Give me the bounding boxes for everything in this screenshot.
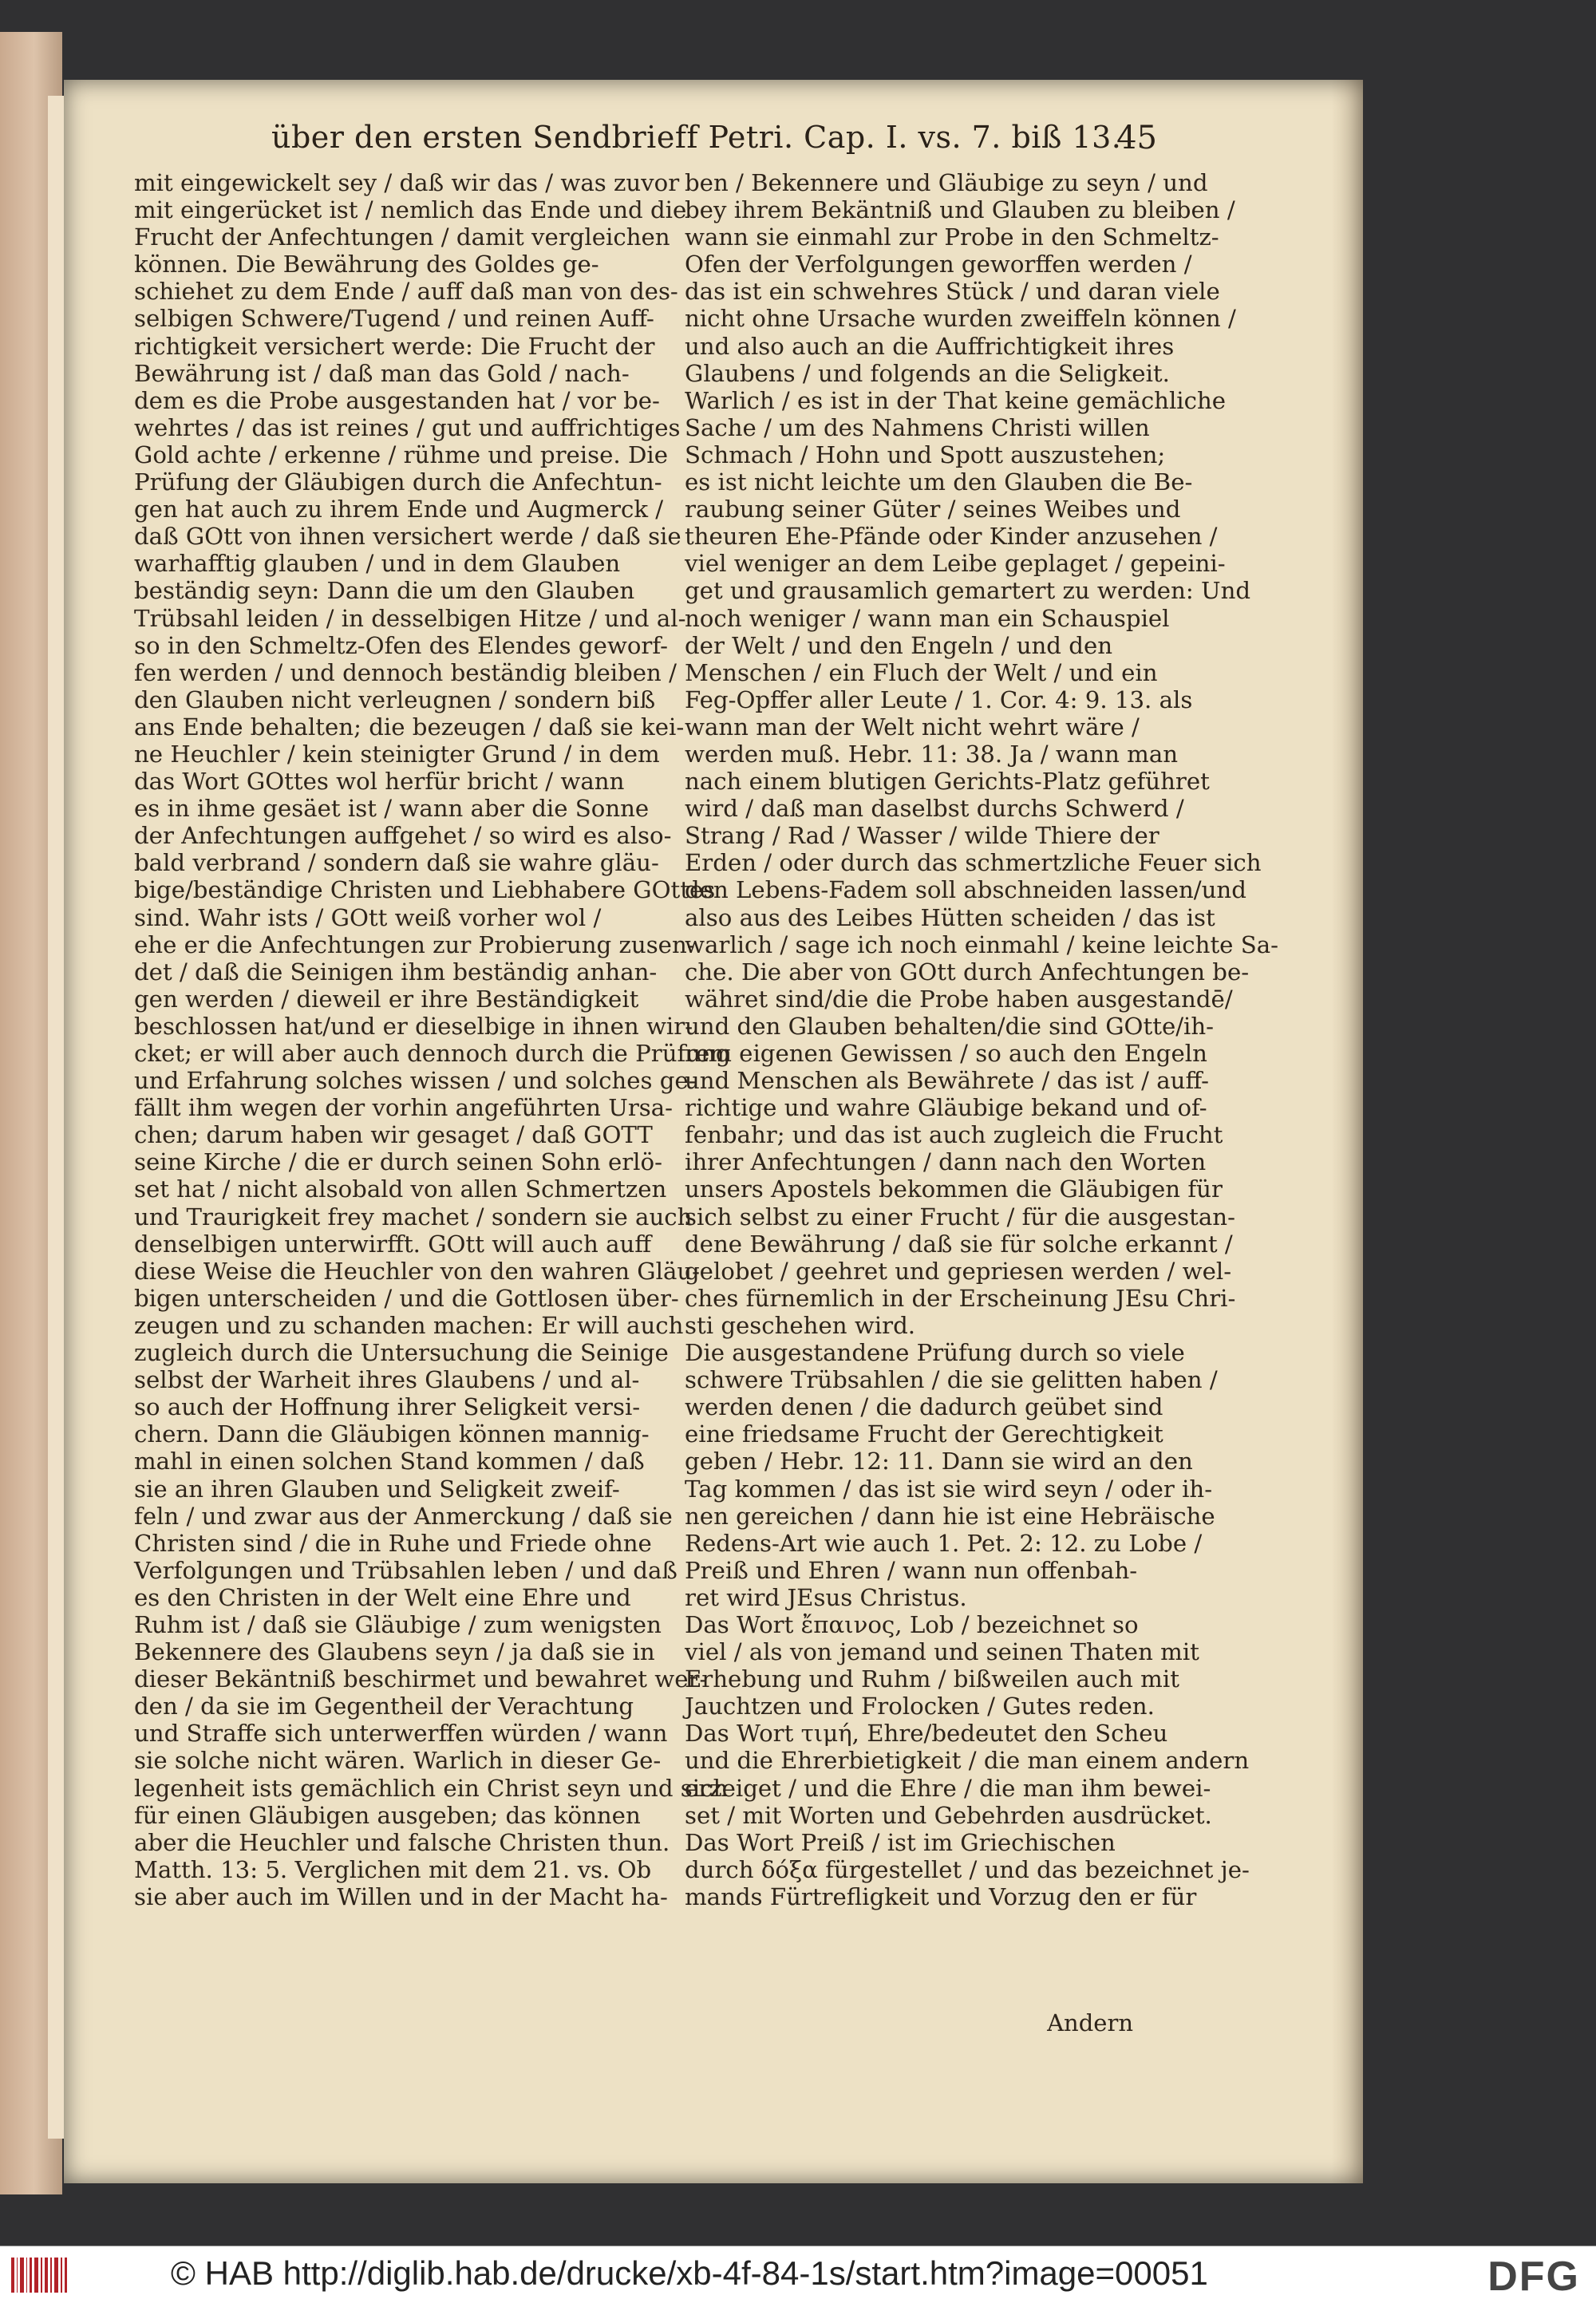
text-line: Warlich / es ist in der That keine gemächliche — [685, 386, 1227, 414]
source-link[interactable]: © HAB http://diglib.hab.de/drucke/xb-4f-84-1s/start.htm?image=00051 — [171, 2254, 1208, 2292]
text-line: es den Christen in der Welt eine Ehre und — [134, 1583, 631, 1611]
text-line: eine friedsame Frucht der Gerechtigkeit — [685, 1420, 1163, 1448]
text-line: ches fürnemlich in der Erscheinung JEsu Chri- — [685, 1284, 1236, 1312]
text-line: schiehet zu dem Ende / auff daß man von des- — [134, 278, 678, 306]
running-title: über den ersten Sendbrieff Petri. Cap. I. vs. 7. biß 13. — [271, 120, 1122, 155]
text-line: Feg-Opffer aller Leute / 1. Cor. 4: 9. 13. als — [685, 685, 1193, 713]
text-line: ehe er die Anfechtungen zur Probierung zusen- — [134, 930, 695, 958]
text-line: selbst der Warheit ihres Glaubens / und al- — [134, 1366, 640, 1394]
text-line: schwere Trübsahlen / die sie gelitten haben / — [685, 1366, 1218, 1394]
text-line: Preiß und Ehren / wann nun offenbah- — [685, 1556, 1138, 1584]
text-line: det / daß die Seinigen ihm beständig anhan- — [134, 958, 658, 986]
text-line: und Erfahrung solches wissen / und solches ge- — [134, 1067, 697, 1095]
text-line: mands Fürtrefligkeit und Vorzug den er für — [685, 1882, 1197, 1910]
text-line: so in den Schmeltz-Ofen des Elendes geworf- — [134, 631, 668, 659]
text-line: nicht ohne Ursache wurden zweiffeln können / — [685, 305, 1236, 333]
text-line: der Welt / und den Engeln / und den — [685, 631, 1113, 659]
text-line: werden muß. Hebr. 11: 38. Ja / wann man — [685, 740, 1179, 768]
text-column-right — [685, 169, 1278, 1910]
text-line: es ist nicht leichte um den Glauben die Be- — [685, 468, 1193, 496]
text-line: Erhebung und Ruhm / bißweilen auch mit — [685, 1665, 1179, 1693]
text-line: che. Die aber von GOtt durch Anfechtungen be- — [685, 958, 1250, 986]
text-line: dene Bewährung / daß sie für solche erkannt / — [685, 1230, 1233, 1258]
text-line: Verfolgungen und Trübsahlen leben / und daß — [134, 1556, 678, 1584]
text-line: werden denen / die dadurch geübet sind — [685, 1393, 1163, 1421]
text-line: währet sind/die die Probe haben ausgestandē/ — [685, 985, 1233, 1013]
text-line: Trübsahl leiden / in desselbigen Hitze / und al- — [134, 604, 686, 632]
barcode-icon — [11, 2258, 67, 2293]
text-line: ihrer Anfechtungen / dann nach den Worten — [685, 1148, 1207, 1176]
text-line: beschlossen hat/und er dieselbige in ihnen wir- — [134, 1012, 693, 1040]
text-line: nen gereichen / dann hie ist eine Hebräische — [685, 1502, 1215, 1530]
text-line: mit eingewickelt sey / daß wir das / was zuvor — [134, 169, 680, 196]
text-line: set / mit Worten und Gebehrden ausdrücket. — [685, 1801, 1212, 1829]
text-line: selbigen Schwere/Tugend / und reinen Auff- — [134, 305, 654, 333]
text-line: diese Weise die Heuchler von den wahren Gläu- — [134, 1257, 701, 1285]
text-line: es in ihme gesäet ist / wann aber die Sonne — [134, 795, 650, 823]
footer-bar — [0, 2246, 1596, 2303]
text-line: Redens-Art wie auch 1. Pet. 2: 12. zu Lobe / — [685, 1529, 1203, 1557]
text-line: nach einem blutigen Gerichts-Platz geführet — [685, 768, 1210, 796]
text-line: seine Kirche / die er durch seinen Sohn erlö- — [134, 1148, 662, 1176]
text-line: ben / Bekennere und Gläubige zu seyn / und — [685, 169, 1208, 196]
dfg-logo: DFG — [1487, 2254, 1580, 2300]
text-line: gen hat auch zu ihrem Ende und Augmerck / — [134, 496, 664, 523]
text-line: aber die Heuchler und falsche Christen thun. — [134, 1828, 670, 1856]
text-line: das Wort GOttes wol herfür bricht / wann — [134, 768, 625, 796]
text-line: raubung seiner Güter / seines Weibes und — [685, 496, 1181, 523]
text-line: Jauchtzen und Frolocken / Gutes reden. — [685, 1693, 1155, 1720]
text-line: erzeiget / und die Ehre / die man ihm bewei- — [685, 1774, 1211, 1802]
text-line: set hat / nicht alsobald von allen Schmertzen — [134, 1175, 667, 1203]
text-line: wann man der Welt nicht wehrt wäre / — [685, 713, 1140, 741]
text-line: sie aber auch im Willen und in der Macht ha- — [134, 1882, 668, 1910]
text-line: und Straffe sich unterwerffen würden / wann — [134, 1720, 668, 1748]
text-line: sich selbst zu einer Frucht / für die ausgestan- — [685, 1203, 1235, 1231]
text-line: sind. Wahr ists / GOtt weiß vorher wol / — [134, 903, 602, 931]
text-line: mit eingerücket ist / nemlich das Ende und die — [134, 196, 687, 224]
text-line: legenheit ists gemächlich ein Christ seyn und sich — [134, 1774, 729, 1802]
text-line: Ofen der Verfolgungen geworffen werden / — [685, 251, 1192, 278]
text-line: chern. Dann die Gläubigen können mannig- — [134, 1420, 650, 1448]
text-line: geben / Hebr. 12: 11. Dann sie wird an den — [685, 1448, 1193, 1475]
text-line: und die Ehrerbietigkeit / die man einem andern — [685, 1747, 1250, 1775]
text-line: daß GOtt von ihnen versichert werde / daß sie — [134, 523, 681, 551]
text-line: Das Wort τιμή, Ehre/bedeutet den Scheu — [685, 1720, 1168, 1748]
text-line: den Lebens-Fadem soll abschneiden lassen/und — [685, 876, 1246, 904]
text-line: sie an ihren Glauben und Seligkeit zweif- — [134, 1475, 620, 1503]
text-line: zugleich durch die Untersuchung die Seinige — [134, 1339, 669, 1367]
text-line: Tag kommen / das ist sie wird seyn / oder ih- — [685, 1475, 1213, 1503]
text-line: der Anfechtungen auffgehet / so wird es also- — [134, 822, 672, 850]
text-line: und den Glauben behalten/die sind GOtte/ih- — [685, 1012, 1215, 1040]
text-line: für einen Gläubigen ausgeben; das können — [134, 1801, 641, 1829]
text-line: gen werden / dieweil er ihre Beständigkeit — [134, 985, 639, 1013]
text-line: theuren Ehe-Pfände oder Kinder anzusehen / — [685, 523, 1218, 551]
previous-page-margin — [48, 96, 65, 2139]
text-line: Matth. 13: 5. Verglichen mit dem 21. vs. Ob — [134, 1855, 652, 1883]
text-line: Frucht der Anfechtungen / damit vergleichen — [134, 223, 670, 251]
text-line: warhafftig glauben / und in dem Glauben — [134, 550, 621, 578]
text-line: wehrtes / das ist reines / gut und auffrichtiges — [134, 413, 681, 441]
text-line: können. Die Bewährung des Goldes ge- — [134, 251, 599, 278]
text-column-left — [134, 169, 731, 1910]
text-line: Sache / um des Nahmens Christi willen — [685, 413, 1150, 441]
text-line: Bekennere des Glaubens seyn / ja daß sie in — [134, 1638, 655, 1666]
text-line: durch δόξα fürgestellet / und das bezeichnet je- — [685, 1855, 1250, 1883]
text-line: mahl in einen solchen Stand kommen / daß — [134, 1448, 645, 1475]
text-line: bey ihrem Bekäntniß und Glauben zu bleiben / — [685, 196, 1235, 224]
text-line: denselbigen unterwirfft. GOtt will auch auff — [134, 1230, 652, 1258]
text-line: fenbahr; und das ist auch zugleich die Frucht — [685, 1121, 1223, 1149]
text-line: cket; er will aber auch dennoch durch die Prüfung — [134, 1040, 731, 1067]
text-line: Ruhm ist / daß sie Gläubige / zum wenigsten — [134, 1610, 662, 1638]
text-line: Schmach / Hohn und Spott auszustehen; — [685, 440, 1166, 468]
text-line: Menschen / ein Fluch der Welt / und ein — [685, 658, 1158, 686]
text-line: viel weniger an dem Leibe geplaget / gepeini- — [685, 550, 1226, 578]
text-line: ne Heuchler / kein steinigter Grund / in dem — [134, 740, 660, 768]
text-line: und Menschen als Bewährete / das ist / auff- — [685, 1067, 1210, 1095]
text-line: und also auch an die Auffrichtigkeit ihres — [685, 332, 1175, 360]
catchword: Andern — [1047, 2009, 1133, 2036]
text-line: ans Ende behalten; die bezeugen / daß sie kei- — [134, 713, 685, 741]
text-line: wann sie einmahl zur Probe in den Schmeltz- — [685, 223, 1219, 251]
text-line: beständig seyn: Dann die um den Glauben — [134, 577, 635, 605]
text-line: chen; darum haben wir gesaget / daß GOTT — [134, 1121, 653, 1149]
text-line: sie solche nicht wären. Warlich in dieser Ge- — [134, 1747, 662, 1775]
text-line: fällt ihm wegen der vorhin angeführten Ursa- — [134, 1094, 674, 1122]
text-line: noch weniger / wann man ein Schauspiel — [685, 604, 1170, 632]
text-line: Christen sind / die in Ruhe und Friede ohne — [134, 1529, 652, 1557]
text-line: Gold achte / erkenne / rühme und preise. Die — [134, 440, 668, 468]
text-line: zeugen und zu schanden machen: Er will auch — [134, 1311, 684, 1339]
text-line: das ist ein schwehres Stück / und daran viele — [685, 278, 1220, 306]
text-line: und Traurigkeit frey machet / sondern sie auch — [134, 1203, 693, 1231]
text-line: sti geschehen wird. — [685, 1311, 916, 1339]
text-line: rem eigenen Gewissen / so auch den Engeln — [685, 1040, 1207, 1067]
text-line: bald verbrand / sondern daß sie wahre gläu- — [134, 849, 659, 877]
text-line: bige/beständige Christen und Liebhabere GOttes — [134, 876, 716, 904]
text-line: fen werden / und dennoch beständig bleiben / — [134, 658, 677, 686]
text-line: gelobet / geehret und gepriesen werden / wel- — [685, 1257, 1232, 1285]
page-number: 45 — [1116, 120, 1157, 156]
text-line: Das Wort Preiß / ist im Griechischen — [685, 1828, 1116, 1856]
text-line: dem es die Probe ausgestanden hat / vor be- — [134, 386, 660, 414]
text-line: unsers Apostels bekommen die Gläubigen für — [685, 1175, 1223, 1203]
text-line: Die ausgestandene Prüfung durch so viele — [685, 1339, 1185, 1367]
text-line: dieser Bekäntniß beschirmet und bewahret wer- — [134, 1665, 708, 1693]
text-line: richtigkeit versichert werde: Die Frucht der — [134, 332, 655, 360]
text-line: den Glauben nicht verleugnen / sondern biß — [134, 685, 656, 713]
text-line: bigen unterscheiden / und die Gottlosen über- — [134, 1284, 679, 1312]
text-line: Strang / Rad / Wasser / wilde Thiere der — [685, 822, 1159, 850]
text-line: feln / und zwar aus der Anmerckung / daß sie — [134, 1502, 673, 1530]
text-line: ret wird JEsus Christus. — [685, 1583, 967, 1611]
text-line: richtige und wahre Gläubige bekand und of- — [685, 1094, 1207, 1122]
text-line: wird / daß man daselbst durchs Schwerd / — [685, 795, 1184, 823]
text-line: Erden / oder durch das schmertzliche Feuer sich — [685, 849, 1262, 877]
text-line: warlich / sage ich noch einmahl / keine leichte Sa- — [685, 930, 1278, 958]
text-line: Das Wort ἔπαινος, Lob / bezeichnet so — [685, 1610, 1139, 1638]
text-line: den / da sie im Gegentheil der Verachtung — [134, 1693, 634, 1720]
text-line: Bewährung ist / daß man das Gold / nach- — [134, 359, 630, 387]
text-line: Glaubens / und folgends an die Seligkeit. — [685, 359, 1170, 387]
text-line: also aus des Leibes Hütten scheiden / das ist — [685, 903, 1215, 931]
text-line: Prüfung der Gläubigen durch die Anfechtun- — [134, 468, 662, 496]
text-line: get und grausamlich gemartert zu werden: Und — [685, 577, 1251, 605]
text-line: so auch der Hoffnung ihrer Seligkeit versi- — [134, 1393, 641, 1421]
text-line: viel / als von jemand und seinen Thaten mit — [685, 1638, 1199, 1666]
